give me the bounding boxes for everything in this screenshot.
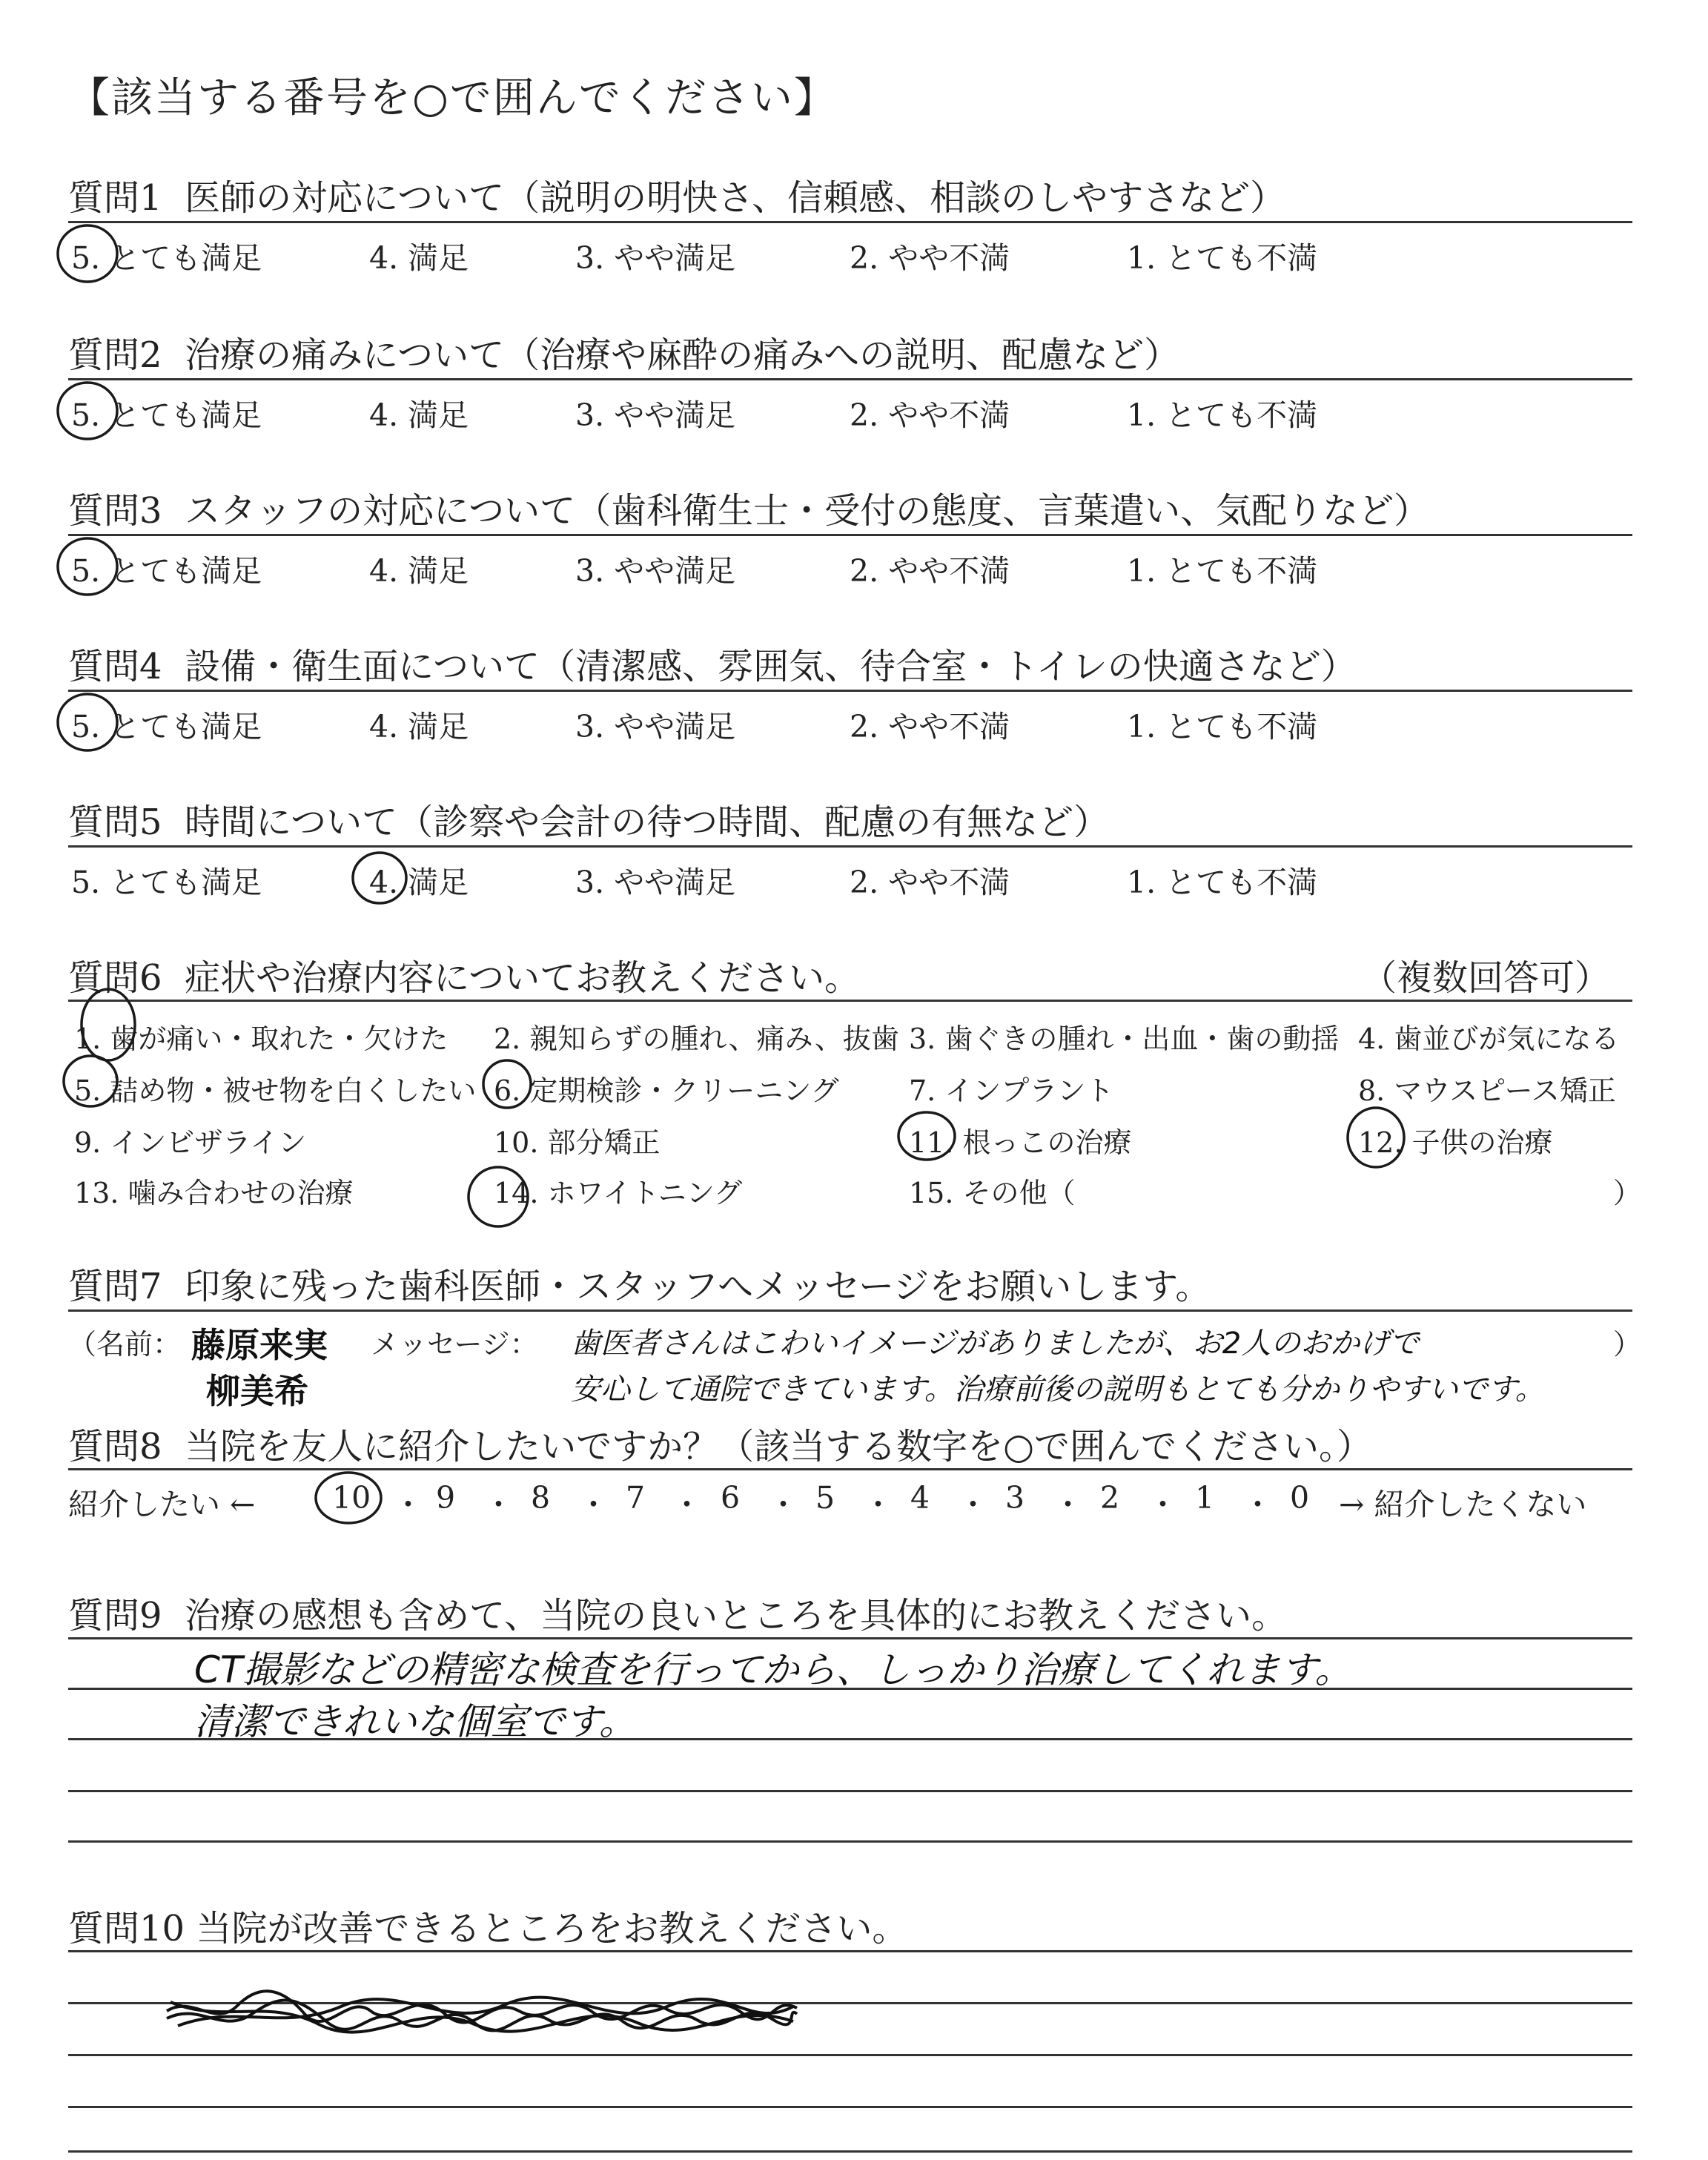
q9-label: 質問9 — [68, 1595, 162, 1636]
q1-option-2[interactable]: 2. やや不満 — [850, 240, 1010, 276]
q7-message-line-2[interactable]: 安心して通院できています。治療前後の説明もとても分かりやすいです。 — [571, 1373, 1545, 1407]
q8-text: 当院を友人に紹介したいですか？（該当する数字を○で囲んでください。） — [185, 1426, 1372, 1467]
q1-option-3[interactable]: 3. やや満足 — [575, 240, 736, 276]
divider — [68, 378, 1632, 380]
q6-text: 症状や治療内容についてお教えください。 — [185, 957, 861, 999]
q7-text: 印象に残った歯科医師・スタッフへメッセージをお願いします。 — [185, 1266, 1211, 1307]
q3-option-2[interactable]: 2. やや不満 — [850, 553, 1010, 589]
q4-option-2[interactable]: 2. やや不満 — [850, 709, 1010, 744]
q5-option-1[interactable]: 1. とても不満 — [1127, 865, 1318, 900]
q2-option-4[interactable]: 4. 満足 — [369, 397, 469, 433]
q3-text: スタッフの対応について（歯科衛生士・受付の態度、言葉遣い、気配りなど） — [185, 490, 1430, 532]
q7-name-label: （名前： — [68, 1328, 182, 1361]
answer-line — [68, 1790, 1632, 1792]
divider — [68, 690, 1632, 692]
scale-dot: ・ — [672, 1487, 702, 1522]
q7-message-line-1[interactable]: 歯医者さんはこわいイメージがありましたが、お2人のおかげで — [571, 1327, 1420, 1361]
q10-heading — [68, 1900, 907, 1951]
q2-option-3[interactable]: 3. やや満足 — [575, 397, 736, 433]
divider — [68, 1000, 1632, 1002]
q1-option-1[interactable]: 1. とても不満 — [1127, 240, 1318, 276]
scale-dot: ・ — [1242, 1487, 1273, 1522]
divider — [68, 1950, 1632, 1952]
q8-left-label: 紹介したい ← — [68, 1487, 256, 1522]
q3-heading — [68, 482, 1429, 533]
scale-dot: ・ — [958, 1487, 988, 1522]
q5-option-4[interactable]: 4. 満足 — [369, 865, 469, 900]
q6-option-1[interactable]: 1. 歯が痛い・取れた・欠けた — [74, 1023, 448, 1055]
q6-option-2[interactable]: 2. 親知らずの腫れ、痛み、抜歯 — [494, 1023, 899, 1055]
q6-option-11[interactable]: 11. 根っこの治療 — [909, 1126, 1132, 1159]
divider — [68, 1468, 1632, 1470]
q2-heading — [68, 326, 1179, 377]
scale-dot: ・ — [863, 1487, 893, 1522]
q1-heading — [68, 169, 1285, 220]
q2-text: 治療の痛みについて（治療や麻酔の痛みへの説明、配慮など） — [185, 334, 1180, 376]
q9-answer-line-2[interactable]: 清潔できれいな個室です。 — [194, 1700, 636, 1743]
q8-scale-2[interactable]: 2 — [1100, 1480, 1120, 1516]
q8-label: 質問8 — [68, 1426, 162, 1467]
divider — [68, 1637, 1632, 1639]
answer-line — [68, 1738, 1632, 1740]
q8-heading — [68, 1418, 1372, 1469]
q1-label: 質問1 — [68, 177, 162, 219]
q6-option-10[interactable]: 10. 部分矯正 — [494, 1126, 661, 1159]
q4-heading — [68, 638, 1357, 689]
q3-option-3[interactable]: 3. やや満足 — [575, 553, 736, 589]
scale-dot: ・ — [483, 1487, 514, 1522]
q6-option-14[interactable]: 14. ホワイトニング — [494, 1177, 743, 1209]
q6-option-7[interactable]: 7. インプラント — [909, 1074, 1114, 1107]
q8-scale-4[interactable]: 4 — [910, 1480, 930, 1516]
q7-close-paren: ） — [1613, 1328, 1642, 1361]
q3-option-1[interactable]: 1. とても不満 — [1127, 553, 1318, 589]
q8-scale-1[interactable]: 1 — [1195, 1480, 1215, 1516]
q6-option-5[interactable]: 5. 詰め物・被せ物を白くしたい — [74, 1074, 477, 1107]
q6-option-3[interactable]: 3. 歯ぐきの腫れ・出血・歯の動揺 — [909, 1023, 1340, 1055]
q4-label: 質問4 — [68, 646, 162, 687]
q6-option-8[interactable]: 8. マウスピース矯正 — [1358, 1074, 1616, 1107]
q6-option-15[interactable]: 15. その他（ — [909, 1177, 1076, 1209]
answer-line — [68, 2106, 1632, 2108]
answer-line — [68, 2150, 1632, 2153]
q3-label: 質問3 — [68, 490, 162, 532]
q7-name-2[interactable]: 柳美希 — [206, 1371, 308, 1411]
q2-option-1[interactable]: 1. とても不満 — [1127, 397, 1318, 433]
q5-label: 質問5 — [68, 802, 162, 843]
q1-option-5[interactable]: 5. とても満足 — [71, 240, 262, 276]
q8-scale-7[interactable]: 7 — [626, 1480, 646, 1516]
q8-scale-6[interactable]: 6 — [721, 1480, 741, 1516]
q6-option-9[interactable]: 9. インビザライン — [74, 1126, 307, 1159]
scale-dot: ・ — [1148, 1487, 1178, 1522]
q9-text: 治療の感想も含めて、当院の良いところを具体的にお教えください。 — [185, 1595, 1288, 1636]
scribble — [167, 1991, 797, 2032]
scale-dot: ・ — [393, 1487, 423, 1522]
q6-heading — [68, 949, 860, 1000]
scale-dot: ・ — [768, 1487, 798, 1522]
q8-scale-10[interactable]: 10 — [332, 1480, 371, 1516]
q4-text: 設備・衛生面について（清潔感、雰囲気、待合室・トイレの快適さなど） — [185, 646, 1357, 687]
q6-option-13[interactable]: 13. 噛み合わせの治療 — [74, 1177, 354, 1209]
q9-answer-line-1[interactable]: CT撮影などの精密な検査を行ってから、しっかり治療してくれます。 — [194, 1648, 1352, 1691]
q7-heading — [68, 1258, 1211, 1309]
q5-option-2[interactable]: 2. やや不満 — [850, 865, 1010, 900]
q4-option-3[interactable]: 3. やや満足 — [575, 709, 736, 744]
q4-option-1[interactable]: 1. とても不満 — [1127, 709, 1318, 744]
q9-heading — [68, 1587, 1287, 1638]
q4-option-4[interactable]: 4. 満足 — [369, 709, 469, 744]
q2-label: 質問2 — [68, 334, 162, 376]
scale-dot: ・ — [578, 1487, 609, 1522]
answer-line — [68, 1688, 1632, 1690]
q5-heading — [68, 793, 1109, 845]
q8-scale-5[interactable]: 5 — [815, 1480, 835, 1516]
scale-dot: ・ — [1053, 1487, 1083, 1522]
q6-label: 質問6 — [68, 957, 162, 999]
q7-message-label: メッセージ： — [371, 1328, 538, 1361]
q5-option-3[interactable]: 3. やや満足 — [575, 865, 736, 900]
page-title: 【該当する番号を○で囲んでください】 — [68, 74, 837, 122]
q8-right-label: → 紹介したくない — [1339, 1487, 1587, 1522]
q2-option-5[interactable]: 5. とても満足 — [71, 397, 262, 433]
q10-text: 当院が改善できるところをお教えください。 — [196, 1908, 908, 1949]
q1-option-4[interactable]: 4. 満足 — [369, 240, 469, 276]
q8-scale-0[interactable]: 0 — [1290, 1480, 1310, 1516]
q8-scale-9[interactable]: 9 — [436, 1480, 456, 1516]
q5-text: 時間について（診察や会計の待つ時間、配慮の有無など） — [185, 802, 1110, 843]
q6-option-12[interactable]: 12. 子供の治療 — [1358, 1126, 1553, 1159]
q4-option-5[interactable]: 5. とても満足 — [71, 709, 262, 744]
q6-other-close: ） — [1613, 1177, 1642, 1209]
q10-label: 質問10 — [68, 1908, 185, 1949]
q5-option-5[interactable]: 5. とても満足 — [71, 865, 262, 900]
q8-scale-3[interactable]: 3 — [1005, 1480, 1025, 1516]
q3-option-5[interactable]: 5. とても満足 — [71, 553, 262, 589]
q1-text: 医師の対応について（説明の明快さ、信頼感、相談のしやすさなど） — [185, 177, 1286, 219]
q6-option-6[interactable]: 6. 定期検診・クリーニング — [494, 1074, 839, 1107]
divider — [68, 534, 1632, 536]
q2-option-2[interactable]: 2. やや不満 — [850, 397, 1010, 433]
q3-option-4[interactable]: 4. 満足 — [369, 553, 469, 589]
divider — [68, 845, 1632, 848]
divider — [68, 1309, 1632, 1312]
divider — [68, 221, 1632, 223]
q7-name-1[interactable]: 藤原来実 — [191, 1325, 328, 1365]
answer-line — [68, 2054, 1632, 2056]
q8-scale-8[interactable]: 8 — [531, 1480, 551, 1516]
q6-note: （複数回答可） — [1361, 957, 1611, 999]
q6-option-4[interactable]: 4. 歯並びが気になる — [1358, 1023, 1620, 1055]
answer-line — [68, 1840, 1632, 1843]
q7-label: 質問7 — [68, 1266, 162, 1307]
answer-line — [68, 2002, 1632, 2004]
